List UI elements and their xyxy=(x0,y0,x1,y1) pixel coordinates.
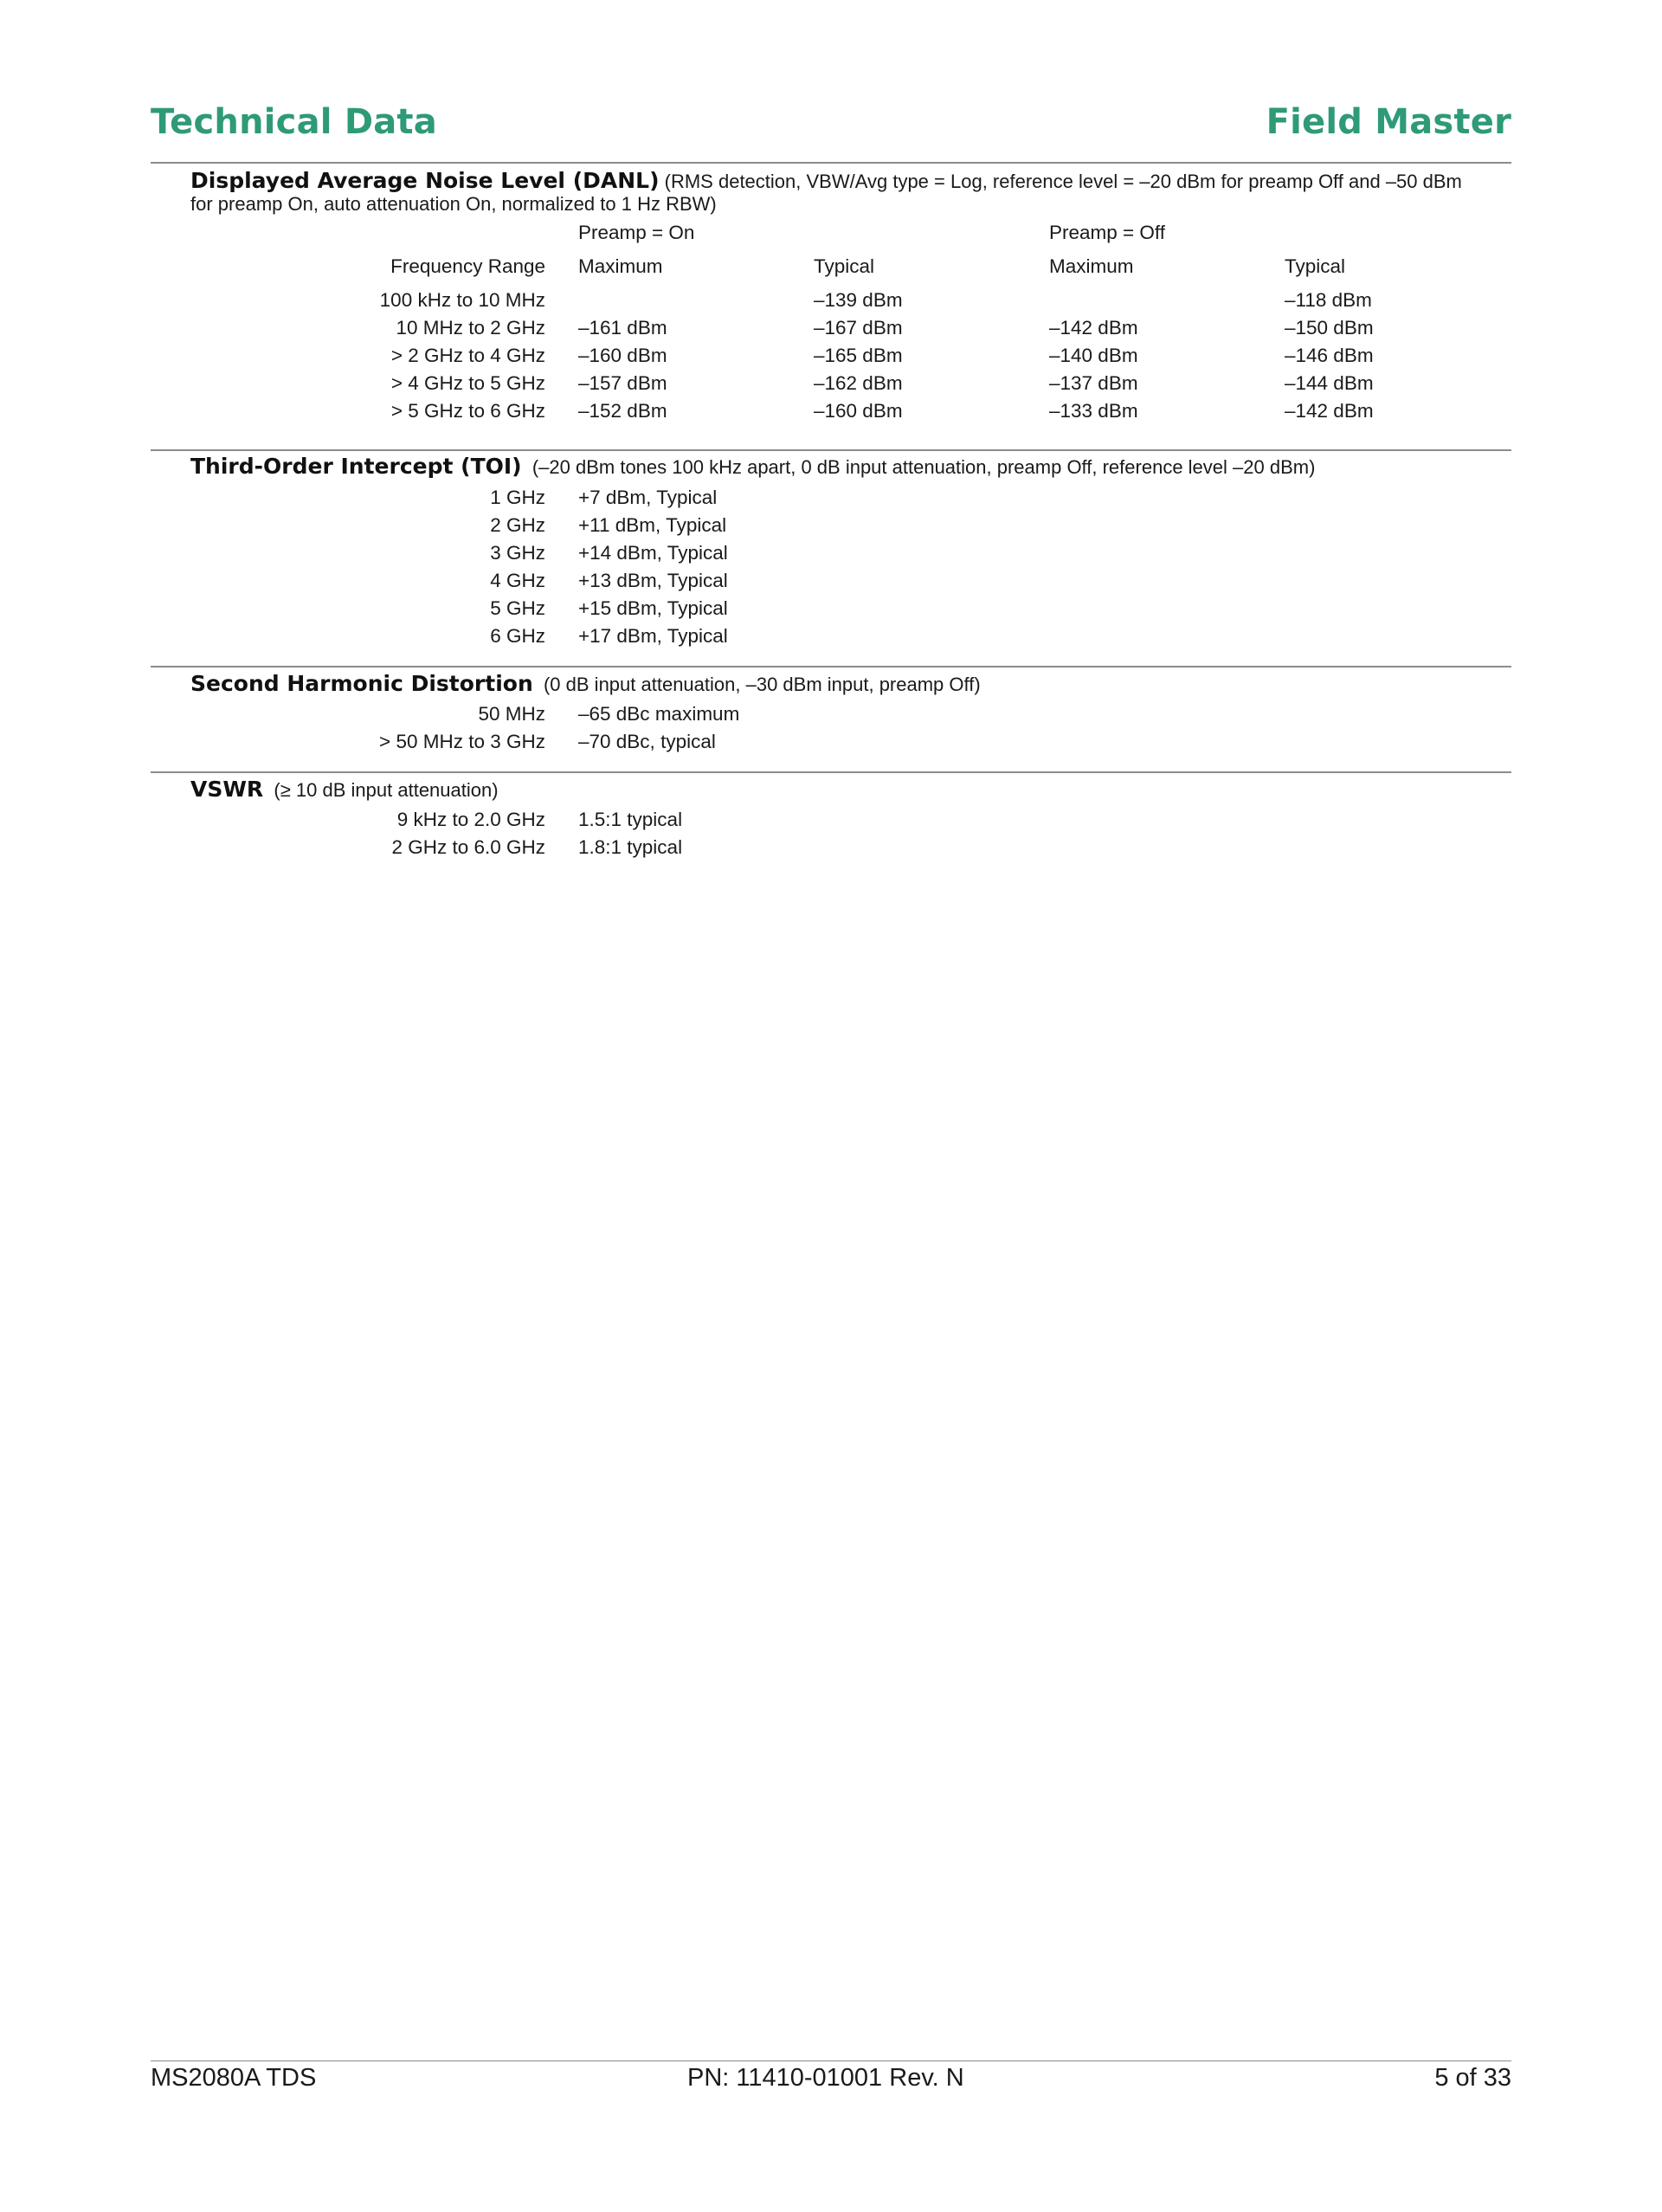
shd-heading xyxy=(190,673,1472,696)
toi-freq: 4 GHz xyxy=(490,570,545,591)
danl-col-max-off: Maximum xyxy=(1049,255,1134,277)
page-title: Technical Data xyxy=(151,102,437,142)
danl-row-range: 10 MHz to 2 GHz xyxy=(396,317,545,339)
section-divider xyxy=(151,449,1511,451)
footer-part-number: PN: 11410-01001 Rev. N xyxy=(687,2064,964,2092)
header-divider xyxy=(151,162,1511,164)
toi-value: +15 dBm, Typical xyxy=(578,597,728,619)
danl-row-off-typ: –146 dBm xyxy=(1285,345,1374,366)
danl-row-on-max: –160 dBm xyxy=(578,345,667,366)
vswr-value: 1.8:1 typical xyxy=(578,836,683,858)
danl-group-off: Preamp = Off xyxy=(1049,222,1166,243)
shd-note: (0 dB input attenuation, –30 dBm input, preamp Off) xyxy=(543,674,981,695)
danl-note: (RMS detection, VBW/Avg type = Log, reference level = –20 dBm for preamp Off and –50 dBm for preamp On, auto attenuation On, normalized to 1 Hz RBW) xyxy=(190,171,1462,215)
footer-doc-id: MS2080A TDS xyxy=(151,2064,317,2092)
toi-value: +14 dBm, Typical xyxy=(578,542,728,564)
danl-row-off-max: –137 dBm xyxy=(1049,372,1138,394)
danl-group-on: Preamp = On xyxy=(578,222,695,243)
toi-freq: 5 GHz xyxy=(490,597,545,619)
danl-row-on-max: –157 dBm xyxy=(578,372,667,394)
toi-value: +17 dBm, Typical xyxy=(578,625,728,647)
vswr-title: VSWR xyxy=(190,777,264,802)
toi-value: +7 dBm, Typical xyxy=(578,487,718,508)
vswr-note: (≥ 10 dB input attenuation) xyxy=(274,779,499,801)
danl-row-off-typ: –150 dBm xyxy=(1285,317,1374,339)
danl-row-off-max: –142 dBm xyxy=(1049,317,1138,339)
vswr-heading xyxy=(190,778,1472,802)
toi-heading xyxy=(190,455,1472,479)
danl-row-range: 100 kHz to 10 MHz xyxy=(379,289,545,311)
danl-row-on-max: –161 dBm xyxy=(578,317,667,339)
danl-row-range: > 5 GHz to 6 GHz xyxy=(390,400,545,422)
danl-row-off-typ: –144 dBm xyxy=(1285,372,1374,394)
toi-freq: 1 GHz xyxy=(490,487,545,508)
danl-row-on-typ: –167 dBm xyxy=(814,317,903,339)
section-divider xyxy=(151,666,1511,667)
toi-value: +11 dBm, Typical xyxy=(578,514,727,536)
danl-row-off-typ: –142 dBm xyxy=(1285,400,1374,422)
toi-freq: 6 GHz xyxy=(490,625,545,647)
danl-heading xyxy=(190,170,1472,216)
danl-row-range: > 4 GHz to 5 GHz xyxy=(390,372,545,394)
section-divider xyxy=(151,771,1511,773)
danl-row-off-max: –133 dBm xyxy=(1049,400,1138,422)
footer-page-number: 5 of 33 xyxy=(1434,2064,1511,2092)
shd-title: Second Harmonic Distortion xyxy=(190,671,533,696)
shd-value: –70 dBc, typical xyxy=(578,731,716,752)
vswr-freq: 2 GHz to 6.0 GHz xyxy=(391,836,545,858)
toi-value: +13 dBm, Typical xyxy=(578,570,728,591)
danl-row-on-typ: –162 dBm xyxy=(814,372,903,394)
danl-row-off-typ: –118 dBm xyxy=(1285,289,1372,311)
toi-freq: 2 GHz xyxy=(490,514,545,536)
toi-freq: 3 GHz xyxy=(490,542,545,564)
danl-row-on-typ: –160 dBm xyxy=(814,400,903,422)
shd-freq: 50 MHz xyxy=(478,703,545,725)
shd-freq: > 50 MHz to 3 GHz xyxy=(379,731,545,752)
danl-col-typ-off: Typical xyxy=(1285,255,1346,277)
vswr-freq: 9 kHz to 2.0 GHz xyxy=(396,809,545,830)
danl-col-frequency: Frequency Range xyxy=(390,255,545,277)
danl-row-on-max: –152 dBm xyxy=(578,400,667,422)
danl-col-max-on: Maximum xyxy=(578,255,663,277)
danl-row-on-typ: –165 dBm xyxy=(814,345,903,366)
toi-title: Third-Order Intercept (TOI) xyxy=(190,454,522,479)
toi-note: (–20 dBm tones 100 kHz apart, 0 dB input attenuation, preamp Off, reference level –20 dBm) xyxy=(531,456,1316,478)
danl-title: Displayed Average Noise Level (DANL) xyxy=(190,168,660,193)
product-name: Field Master xyxy=(1266,102,1511,142)
vswr-value: 1.5:1 typical xyxy=(578,809,683,830)
danl-col-typ-on: Typical xyxy=(814,255,875,277)
footer-divider xyxy=(151,2060,1511,2061)
danl-row-off-max: –140 dBm xyxy=(1049,345,1138,366)
danl-row-on-typ: –139 dBm xyxy=(814,289,903,311)
shd-value: –65 dBc maximum xyxy=(578,703,740,725)
danl-row-range: > 2 GHz to 4 GHz xyxy=(390,345,545,366)
